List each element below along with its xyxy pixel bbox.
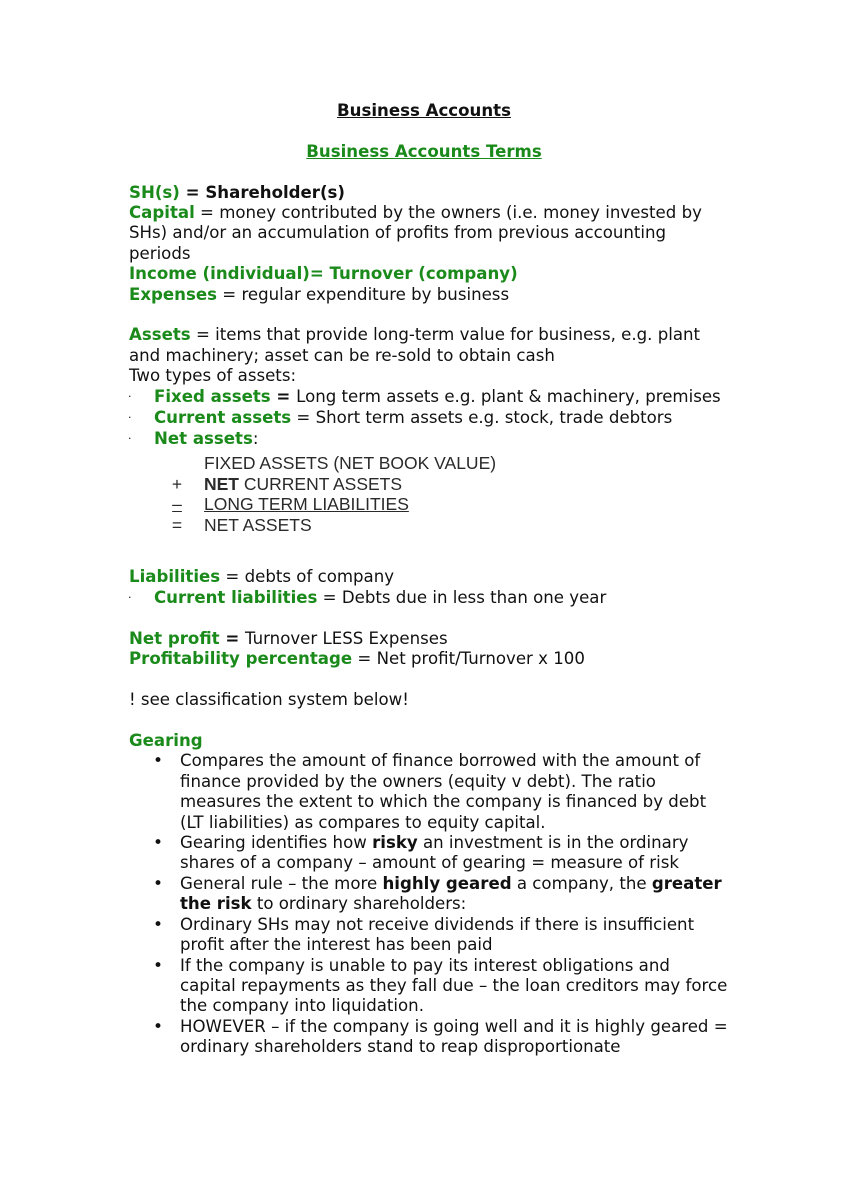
bullet-icon: • <box>153 751 164 772</box>
emphasis-text: risky <box>372 833 418 853</box>
list-item-text: to ordinary shareholders: <box>251 894 467 914</box>
list-item-text: Ordinary SHs may not receive dividends if there is insufficient profit after the interest has been paid <box>180 914 695 955</box>
list-item-text: a company, the <box>511 873 652 893</box>
formula-text <box>204 474 402 495</box>
spacer <box>129 609 729 629</box>
bullet-icon: • <box>153 955 164 976</box>
term: Assets <box>129 325 191 345</box>
list-item <box>129 915 729 956</box>
liability-type-current <box>129 588 729 608</box>
definition: Debts due in less than one year <box>341 588 607 608</box>
list-item <box>129 874 729 915</box>
section-heading-gearing: Gearing <box>129 731 203 751</box>
definition-liabilities <box>129 567 729 587</box>
definition-income <box>129 264 729 284</box>
list-item <box>129 1017 729 1058</box>
emphasis-text: greater the risk <box>180 873 722 914</box>
list-item-text: Compares the amount of finance borrowed with the amount of finance provided by the owners (equity v debt). The ratio measures the extent to which the company is financed by debt (LT liabilities) as compares to equity capital. <box>180 751 707 832</box>
bullet-dot-icon: · <box>128 431 132 445</box>
document-page <box>129 101 729 1058</box>
list-item-text: HOWEVER – if the company is going well and it is highly geared = ordinary shareholders stand to reap disproportionate <box>180 1016 728 1057</box>
definition-net-profit <box>129 629 729 649</box>
list-item-text: Gearing identifies how <box>180 833 373 853</box>
definition-shareholders <box>129 183 729 203</box>
spacer <box>129 305 729 325</box>
bullet-icon: • <box>153 914 164 935</box>
term: Net assets <box>154 428 253 448</box>
bullet-icon: • <box>153 833 164 854</box>
definition: items that provide long-term value for business, e.g. plant and machinery; asset can be re-sold to obtain cash <box>129 325 701 365</box>
term: Fixed assets <box>154 387 271 407</box>
separator: : <box>252 428 259 448</box>
separator: = <box>270 387 297 407</box>
bullet-dot-icon: · <box>128 591 132 605</box>
separator: = <box>179 182 206 202</box>
separator: = <box>219 629 246 649</box>
definition: regular expenditure by business <box>241 284 510 304</box>
net-assets-formula <box>129 453 729 545</box>
separator: = <box>291 408 316 428</box>
term: Expenses <box>129 284 217 304</box>
list-item <box>129 751 729 833</box>
formula-symbol: – <box>172 494 182 515</box>
spacer <box>129 670 729 690</box>
section-heading-terms: Business Accounts Terms <box>306 141 542 161</box>
spacer <box>129 162 729 182</box>
list-item <box>129 833 729 874</box>
term: Profitability percentage <box>129 649 353 669</box>
term: Current assets <box>154 408 292 428</box>
separator: = <box>220 567 245 587</box>
list-item-text: If the company is unable to pay its interest obligations and capital repayments as they fall due – the loan creditors may force the company into liquidation. <box>180 955 728 1016</box>
definition: Shareholder(s) <box>205 182 346 202</box>
spacer <box>129 711 729 731</box>
definition-profitability-percentage <box>129 649 729 669</box>
formula-text: FIXED ASSETS (NET BOOK VALUE) <box>204 453 497 474</box>
separator: = <box>317 588 342 608</box>
bullet-dot-icon: · <box>128 390 132 404</box>
list-item-text: General rule – the more <box>180 873 383 893</box>
asset-type-current <box>129 408 729 428</box>
definition: Short term assets e.g. stock, trade debtors <box>315 408 673 428</box>
assets-intro: Two types of assets: <box>129 366 297 386</box>
asset-type-fixed <box>129 387 729 407</box>
formula-text-bold: NET <box>204 473 239 494</box>
definition: Net profit/Turnover x 100 <box>376 649 585 669</box>
definition: money contributed by the owners (i.e. money invested by SHs) and/or an accumulation of profits from previous accounting periods <box>129 202 702 263</box>
gearing-bullet-list <box>129 751 729 1057</box>
asset-type-net <box>129 429 729 449</box>
term: Net profit <box>129 629 220 649</box>
bullet-dot-icon: · <box>128 411 132 425</box>
bullet-icon: • <box>153 873 164 894</box>
formula-symbol: = <box>171 514 183 535</box>
document-title: Business Accounts <box>337 101 511 120</box>
separator: = <box>190 325 216 345</box>
definition-capital <box>129 203 729 264</box>
emphasis-text: highly geared <box>382 873 512 893</box>
separator: = <box>352 649 377 669</box>
definition-expenses <box>129 285 729 305</box>
term: SH(s) <box>129 182 180 202</box>
formula-text: NET ASSETS <box>204 514 312 535</box>
formula-symbol: + <box>171 473 183 494</box>
term: Capital <box>129 202 195 222</box>
definition: Turnover LESS Expenses <box>245 629 448 649</box>
bullet-icon: • <box>153 1016 164 1037</box>
term: Liabilities <box>129 567 221 587</box>
definition-assets <box>129 325 729 366</box>
term: Income (individual)= Turnover (company) <box>129 264 518 284</box>
formula-text: LONG TERM LIABILITIES <box>204 494 409 515</box>
definition: Long term assets e.g. plant & machinery, premises <box>296 387 721 407</box>
formula-text-rest: CURRENT ASSETS <box>239 473 403 494</box>
definition: debts of company <box>244 567 395 587</box>
spacer <box>129 545 729 567</box>
list-item-text: an investment is in the ordinary shares of a company – amount of gearing = measure of risk <box>180 833 689 873</box>
separator: = <box>194 202 220 222</box>
term: Current liabilities <box>154 588 318 608</box>
classification-note: ! see classification system below! <box>129 690 409 710</box>
list-item <box>129 956 729 1017</box>
separator: = <box>217 284 242 304</box>
